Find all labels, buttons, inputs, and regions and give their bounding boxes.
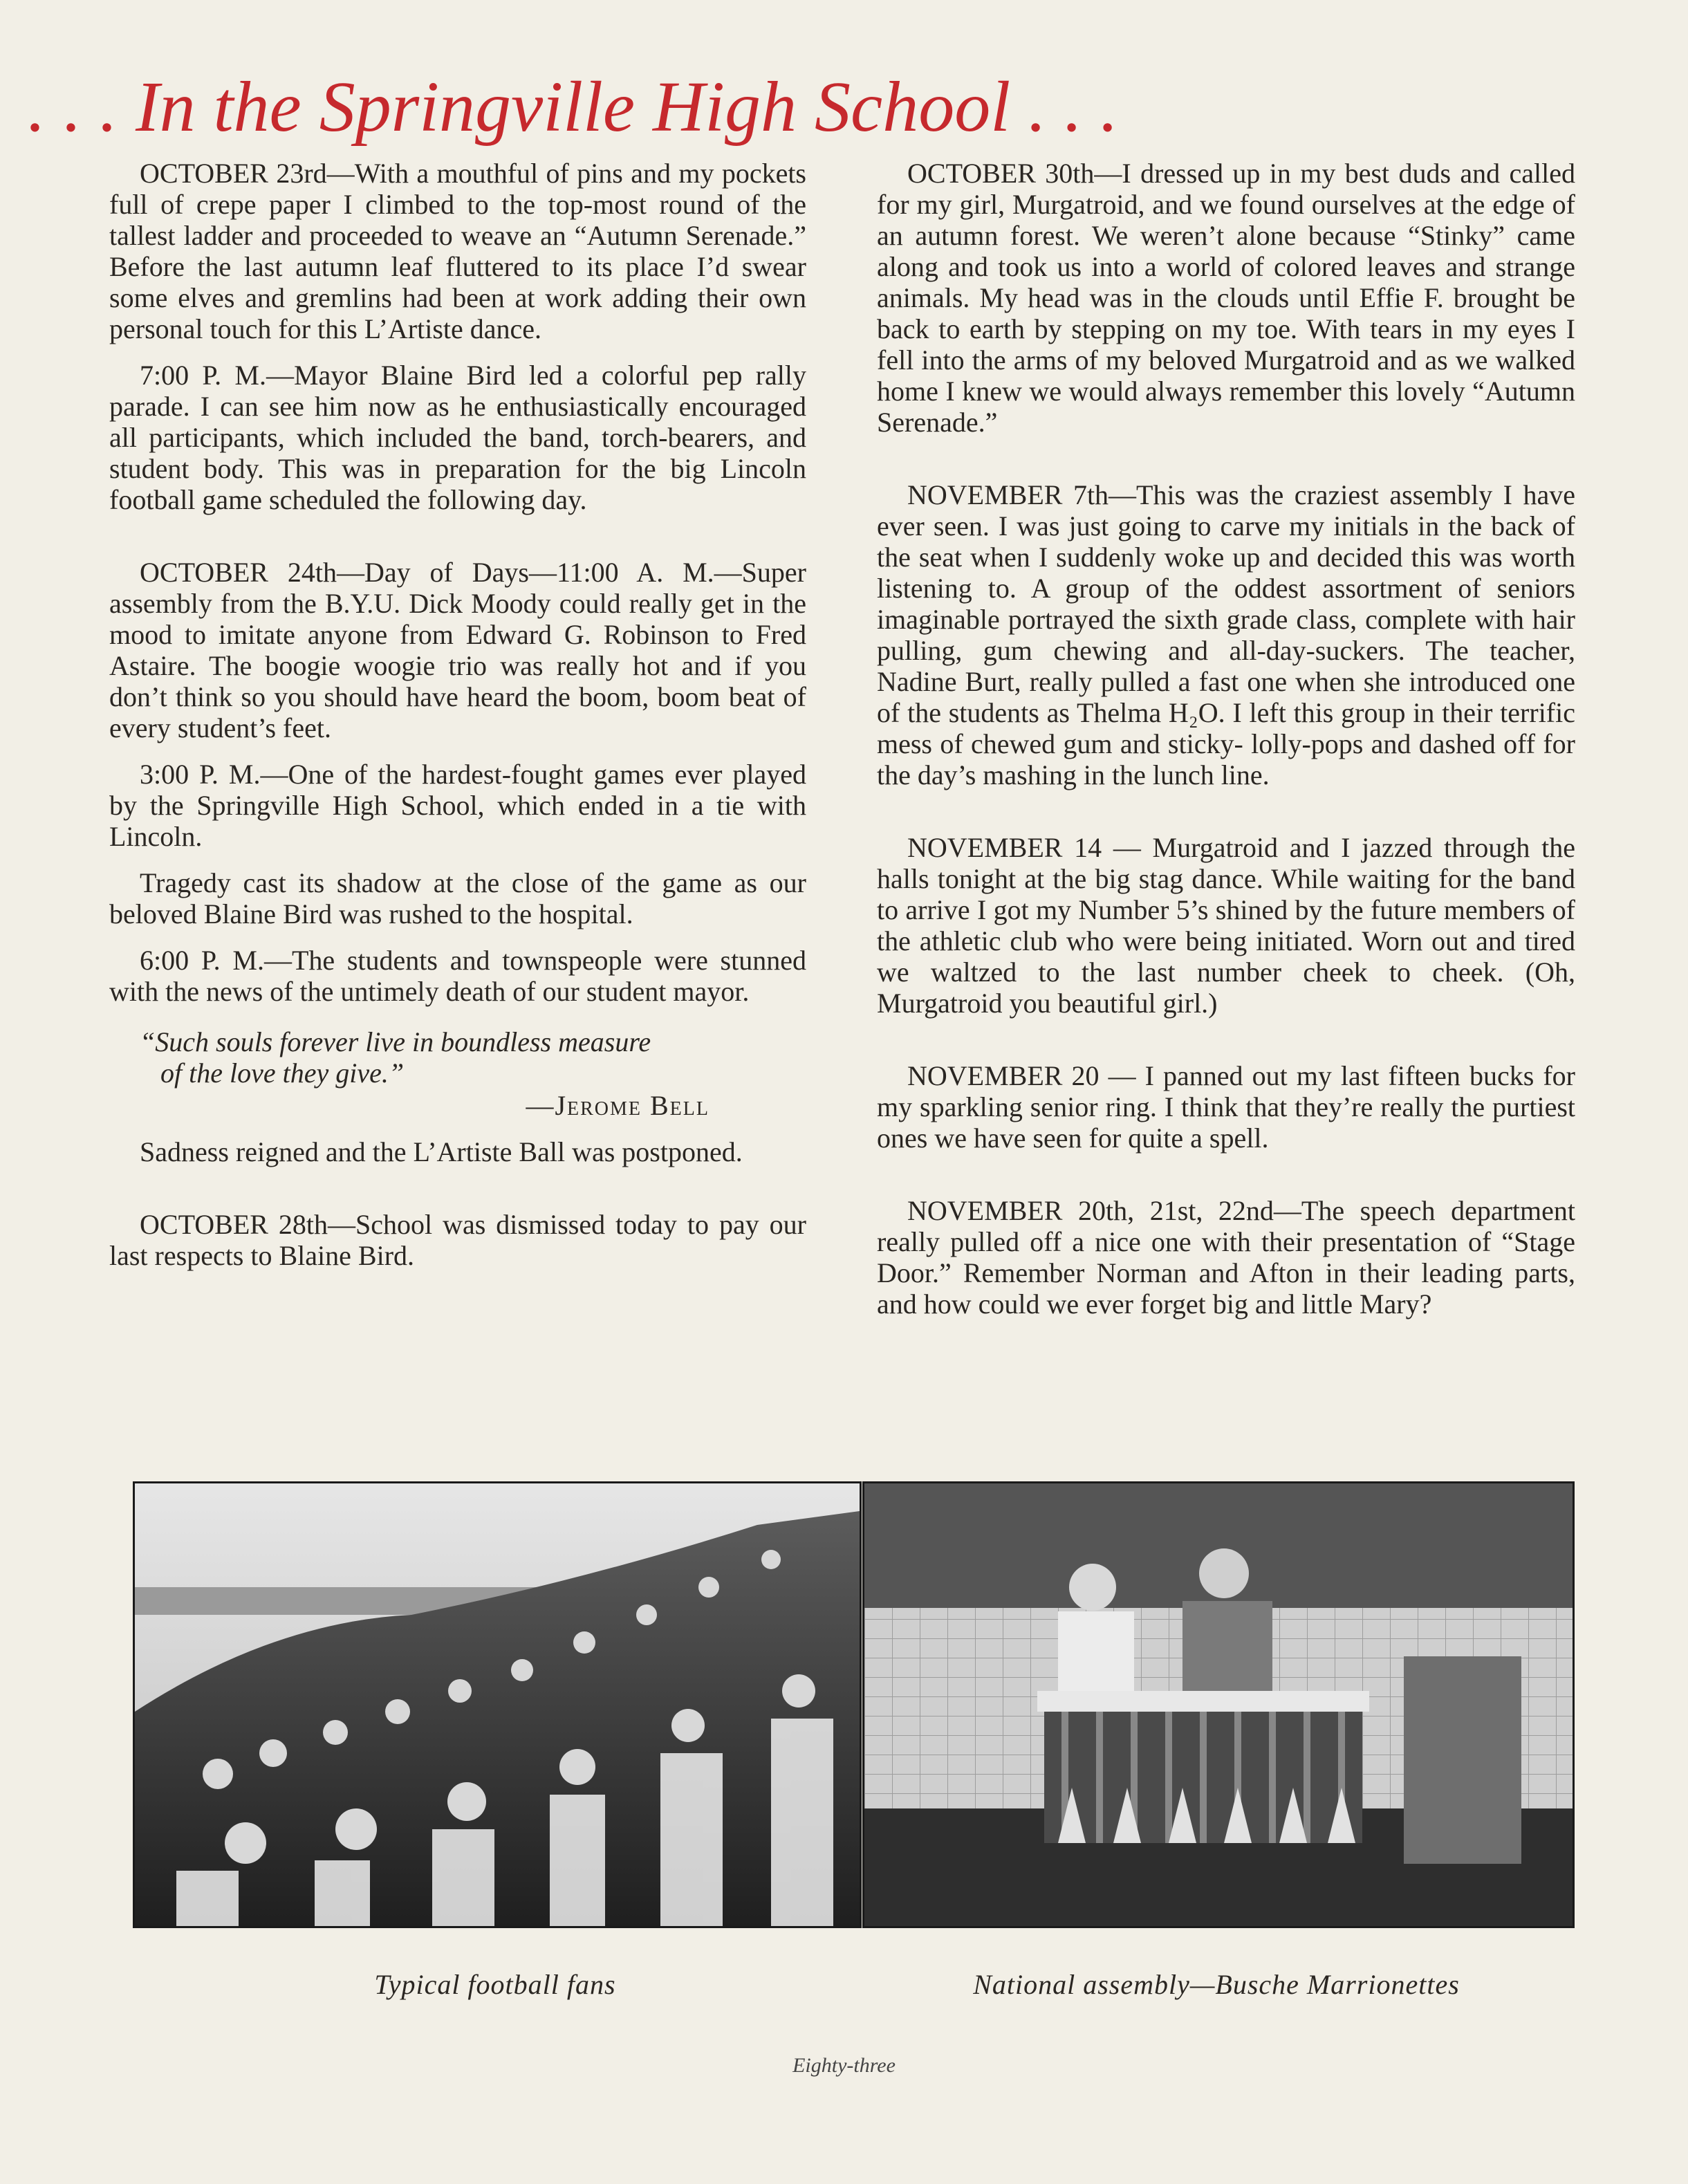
quote-attribution: —Jerome Bell [526,1090,709,1121]
football-fans-caption: Typical football fans [374,1969,616,2000]
marionettes-caption: National assembly—Busche Marrionettes [973,1969,1460,2000]
paragraph-oct-30: OCTOBER 30th—I dressed up in my best duds and called for my girl, Murgatroid, and we found ourselves at the edge of an autumn forest. We weren’t alone because “Stinky” came along and took us into a world of colored leaves and strange animals. My head was in the clouds until Effie F. brought be back to earth by stepping on my toe. With tears in my eyes I fell into the arms of my beloved Murgatroid and as we walked home I knew we would always remember this lovely “Autumn Serenade.” [877,158,1575,438]
football-fans-photo [133,1481,862,1928]
memorial-quote [109,1026,806,1089]
paragraph-tragedy: Tragedy cast its shadow at the close of the game as our beloved Blaine Bird was rushed to the hospital. [109,867,806,929]
paragraph-nov-7: NOVEMBER 7th—This was the craziest assembly I have ever seen. I was just going to carve my initials in the back of the seat when I suddenly woke up and decided this was worth listening to. A group of the oddest assortment of seniors imaginable portrayed the sixth grade class, complete with hair pulling, gum chewing and all-day-suckers. The teacher, Nadine Burt, really pulled a fast one when she introduced one of the students as Thelma H₂O. I left this group in their terrific mess of chewed gum and sticky- lolly-pops and dashed off for the day’s mashing in the lunch line. [877,479,1575,790]
quote-line-2: of the love they give.” [160,1057,405,1089]
page-title: . . . In the Springville High School . . . [28,67,1119,147]
quote-line-1: “Such souls forever live in boundless measure [140,1026,651,1057]
paragraph-oct-24: OCTOBER 24th—Day of Days—11:00 A. M.—Super assembly from the B.Y.U. Dick Moody could really get in the mood to imitate anyone from Edward G. Robinson to Fred Astaire. The boogie woogie trio was really hot and if you don’t think so you should have heard the boom, boom beat of every student’s feet. [109,557,806,743]
paragraph-postponed: Sadness reigned and the L’Artiste Ball was postponed. [140,1136,743,1167]
right-column [877,158,1575,1320]
paragraph-nov-20: NOVEMBER 20 — I panned out my last fifteen bucks for my sparkling senior ring. I think that they’re really the purtiest ones we have seen for quite a spell. [877,1060,1575,1154]
paragraph-oct-28: OCTOBER 28th—School was dismissed today to pay our last respects to Blaine Bird. [109,1209,806,1271]
paragraph-3pm-game: 3:00 P. M.—One of the hardest-fought games ever played by the Springville High School, which ended in a tie with Lincoln. [109,759,806,852]
marionettes-photo [862,1481,1575,1928]
paragraph-nov-20-22: NOVEMBER 20th, 21st, 22nd—The speech department really pulled off a nice one with their presentation of “Stage Door.” Remember Norman and Afton in their leading parts, and how could we ever forget big and little Mary? [877,1195,1575,1320]
paragraph-6pm-news: 6:00 P. M.—The students and townspeople were stunned with the news of the untimely death of our student mayor. [109,945,806,1007]
paragraph-7pm-rally: 7:00 P. M.—Mayor Blaine Bird led a colorful pep rally parade. I can see him now as he enthusiastically encouraged all participants, which included the band, torch-bearers, and student body. This was in preparation for the big Lincoln football game scheduled the following day. [109,360,806,515]
left-column [109,158,806,1271]
page-number: Eighty-three [792,2054,896,2077]
paragraph-nov-14: NOVEMBER 14 — Murgatroid and I jazzed through the halls tonight at the big stag dance. While waiting for the band to arrive I got my Number 5’s shined by the future members of the athletic club who were being initiated. Worn out and tired we waltzed to the last number cheek to cheek. (Oh, Murgatroid you beautiful girl.) [877,832,1575,1019]
paragraph-oct-23: OCTOBER 23rd—With a mouthful of pins and my pockets full of crepe paper I climbed to the top-most round of the tallest ladder and proceeded to weave an “Autumn Serenade.” Before the last autumn leaf fluttered to its place I’d swear some elves and gremlins had been at work adding their own personal touch for this L’Artiste dance. [109,158,806,344]
